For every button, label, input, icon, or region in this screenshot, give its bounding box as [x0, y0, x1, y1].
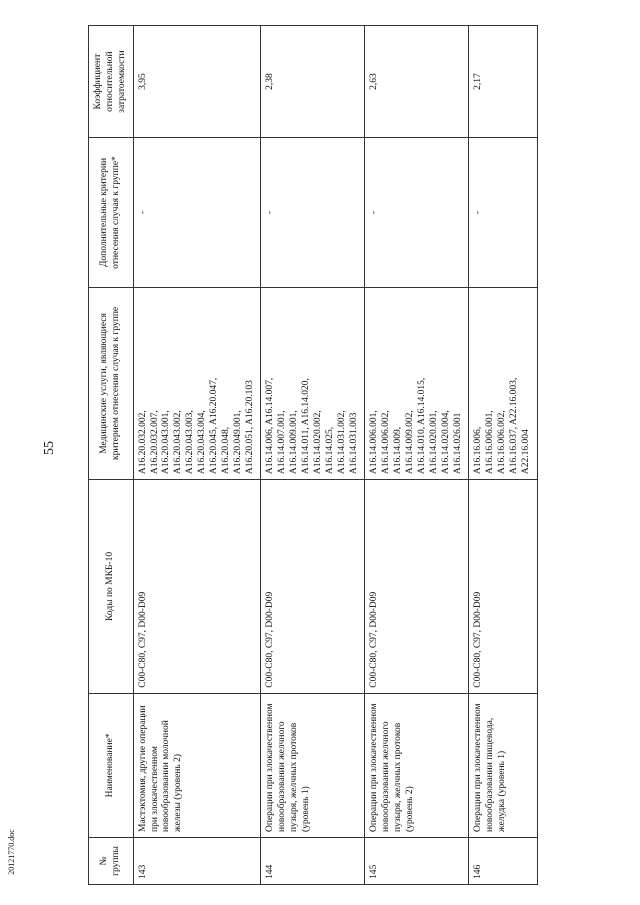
service-code: A16.14.020.001,: [428, 410, 439, 475]
service-code: A16.14.020.004,: [440, 410, 451, 475]
service-code: A16.16.006,: [473, 426, 484, 475]
service-code: A16.20.043.003,: [185, 410, 196, 475]
header-criteria: Дополнительные критерии отнесения случая к группе*: [89, 138, 134, 288]
cell-criteria: -: [469, 138, 537, 288]
cell-criteria: -: [261, 138, 365, 288]
service-code: A16.14.006.001,: [369, 410, 380, 475]
service-code: A16.14.010, A16.14.015,: [416, 377, 427, 475]
table-row: [133, 26, 261, 885]
service-code: A16.14.031.002,: [336, 410, 347, 475]
header-services: Медицинские услуги, являющиеся критерием отнесения случая к группе: [89, 287, 134, 479]
cell-mkb-codes: C00-C80, C97, D00-D09: [261, 480, 365, 694]
service-code: A16.14.009.001,: [289, 410, 300, 475]
service-code: A22.16.004: [520, 429, 531, 475]
cell-name: Мастэктомия, другие операции при злокачественном новообразовании молочной железы (уровень 2): [133, 693, 261, 837]
service-code: A16.14.020.002,: [312, 410, 323, 475]
cell-mkb-codes: C00-C80, C97, D00-D09: [365, 480, 469, 694]
cell-name: Операции при злокачественном новообразовании пищевода, желудка (уровень 1): [469, 693, 537, 837]
cell-group-num: 145: [365, 838, 469, 885]
cell-mkb-codes: C00-C80, C97, D00-D09: [469, 480, 537, 694]
header-mkb-codes: Коды по МКБ-10: [89, 480, 134, 694]
service-code: A16.20.043.002,: [173, 410, 184, 475]
service-code: A16.20.049.001,: [232, 410, 243, 475]
header-coefficient: Коэффициент относительной затратоемкости: [89, 26, 134, 138]
service-code: A16.16.006.002,: [497, 410, 508, 475]
header-group-num: № группы: [89, 838, 134, 885]
service-code: A16.14.006, A16.14.007,: [265, 377, 276, 475]
service-code: A16.20.043.004,: [197, 410, 207, 475]
groups-table: [88, 25, 538, 885]
service-code: A16.14.007.001,: [277, 410, 288, 475]
cell-coefficient: 2,17: [469, 26, 537, 138]
service-code: A16.20.032.002,: [137, 410, 148, 475]
service-code: A16.20.045, A16.20.047,: [208, 377, 219, 475]
cell-services: [133, 287, 261, 479]
cell-name: Операции при злокачественном новообразовании желчного пузыря, желчных протоков (уровень 2): [365, 693, 469, 837]
cell-services: [261, 287, 365, 479]
cell-criteria: -: [133, 138, 261, 288]
table-row: [365, 26, 469, 885]
service-code: A16.14.006.002,: [381, 410, 392, 475]
table-row: [261, 26, 365, 885]
rotated-table-container: [88, 25, 618, 885]
footer-filename: 20121770.doc: [7, 829, 16, 875]
cell-mkb-codes: C00-C80, C97, D00-D09: [133, 480, 261, 694]
cell-coefficient: 2,63: [365, 26, 469, 138]
cell-group-num: 144: [261, 838, 365, 885]
service-code: A16.20.048,: [220, 426, 231, 475]
cell-coefficient: 2,38: [261, 26, 365, 138]
service-code: A16.20.032.007,: [149, 410, 160, 475]
service-code: A16.16.037, A22.16.003,: [509, 377, 519, 475]
service-code: A16.16.006.001,: [485, 410, 496, 475]
service-code: A16.14.026.001: [452, 412, 463, 475]
service-code: A16.20.043.001,: [161, 410, 172, 475]
service-code: A16.14.011, A16.14.020,: [301, 378, 311, 475]
table-row: [469, 26, 537, 885]
service-code: A16.20.051, A16.20.103: [244, 380, 255, 475]
cell-services: [469, 287, 537, 479]
service-code: A16.14.025,: [324, 426, 335, 475]
cell-criteria: -: [365, 138, 469, 288]
cell-group-num: 143: [133, 838, 261, 885]
cell-group-num: 146: [469, 838, 537, 885]
table-header-row: [89, 26, 134, 885]
cell-coefficient: 3,95: [133, 26, 261, 138]
header-name: Наименование*: [89, 693, 134, 837]
cell-name: Операции при злокачественном новообразовании желчного пузыря, желчных протоков (уровень 1): [261, 693, 365, 837]
service-code: A16.14.009.002,: [405, 410, 415, 475]
service-code: A16.14.009,: [393, 426, 404, 475]
page-number: 55: [42, 441, 57, 455]
cell-services: [365, 287, 469, 479]
service-code: A16.14.031.003: [348, 412, 359, 475]
